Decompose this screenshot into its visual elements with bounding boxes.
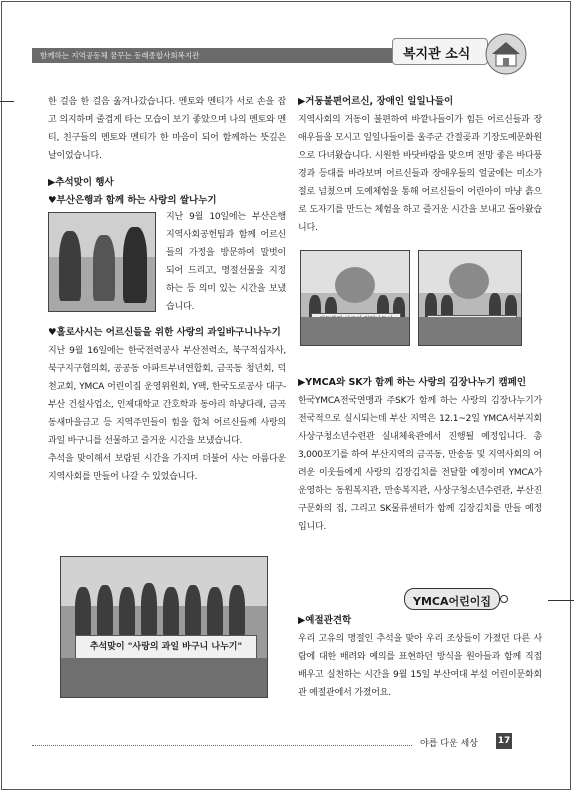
- outing-photo-2: [418, 250, 522, 346]
- right-column-etiquette: [298, 612, 542, 702]
- margin-mark: [0, 101, 14, 102]
- ymca-tag-label: YMCA어린이집: [413, 595, 492, 608]
- chuseok-heading: ▶추석맞이 행사: [48, 177, 114, 188]
- page-number: 17: [496, 733, 512, 749]
- fruit-basket-text: 지난 9월 16일에는 한국전력공사 부산전력소, 북구적십자사, 북구지구협의회, 공공동 아파트부녀연합회, 금곡동 청년회, 덕천교회, YMCA 어린이집 운영위원회, Y팩, 한국도로공사 대구-부산 건설사업소, 인제대학교 간호학과 동아리 하냥다래, 금곡동새마을금고 등 지역주민들이 힘을 합쳐 어르신들께 사랑의 과일 바구니를 선물하고 즐거운 시간을 보냈습니다.: [48, 346, 286, 446]
- outing-heading: ▶거동불편어르신, 장애인 일일나들이: [298, 96, 454, 107]
- ymca-tag: [404, 588, 500, 610]
- closing-paragraph: 추석을 맞이해서 보람된 시간을 가지며 더불어 사는 아름다운 지역사회를 만들어 나갈 수 있었습니다.: [48, 454, 286, 482]
- header-tagline: 함께하는 지역공동체 꿈꾸는 동래종합사회복지관: [40, 51, 200, 60]
- intro-paragraph: 한 걸음 한 걸음 옮겨나갔습니다. 멘토와 멘티가 서로 손을 잡고 의지하며 줄겹게 타는 모습이 보기 좋았으며 나의 멘토와 멘티, 친구들의 멘토와 멘티가 한 마음이 되어 함께하는 뜻깊은 날이었습니다.: [48, 97, 286, 161]
- kimjang-text: 한국YMCA전국연맹과 주SK가 함께 하는 사랑의 김장나누기가 전국적으로 실시되는데 부산 지역은 12.1~2일 YMCA서부지회 사상구청소년수련관 실내체육관에서 진행될 예정입니다. 총 3,000포기를 하여 부산지역의 금곡동, 만송동 및 지역사회의 어려운 이웃들에게 사랑의 김장김치를 전달할 예정이며 YMCA가 운영하는 동원복지관, 만송복지관, 사상구청소년수련관, 부산진구문화의 집, 그리고 SK물류센터가 함께 김장김치를 만들 예정입니다.: [298, 396, 542, 532]
- outing-text: 지역사회의 거동이 불편하여 바깥나들이가 힘든 어르신들과 장애우들을 모시고 일일나들이를 울주군 간절곶과 기장도예문화원으로 다녀왔습니다. 시원한 바닷바람을 맞으며 전망 좋은 바다풍경과 등대를 바라보며 어르신들과 장애우들의 얼굴에는 미소가 절로 넘쳤으며 도예체험을 통해 어르신들이 어린아이 마냥 흙으로 도자기를 만드는 체험을 하고 즐거운 시간을 보내고 돌아왔습니다.: [298, 115, 542, 233]
- left-column: [48, 93, 286, 486]
- outing-photo-1: [300, 250, 410, 346]
- right-column: [298, 93, 542, 237]
- etiquette-text: 우리 고유의 명절인 추석을 맞아 우리 조상들이 가졌던 다른 사람에 대한 배려와 예의를 표현하던 방식을 원아들과 함께 직접 배우고 실천하는 시간을 9월 15일 부산여대 부설 어린이문화회관 예절관에서 가졌어요.: [298, 634, 542, 698]
- magazine-name: 야릅 다운 세상: [420, 739, 478, 749]
- ymca-dot: [500, 595, 508, 603]
- section-title: 복지관 소식: [403, 47, 471, 62]
- right-column-lower: [298, 374, 542, 536]
- house-icon: [484, 32, 528, 76]
- busan-bank-heading: ♥부산은행과 함께 하는 사랑의 쌀나누기: [48, 195, 217, 206]
- busan-bank-text: 지난 9월 10일에는 부산은행 지역사회공헌팀과 함께 어르신들의 가정을 방문하여 말벗이 되어 드리고, 명절선물을 지정하는 등 의미 있는 시간을 보냈습니다.: [166, 212, 286, 312]
- margin-mark: [548, 600, 574, 601]
- etiquette-heading: ▶예절관견학: [298, 615, 352, 626]
- section-tab: [392, 38, 488, 65]
- footer-line: [32, 745, 412, 746]
- rice-sharing-photo: [48, 212, 156, 312]
- fruit-basket-photo: [60, 556, 268, 698]
- fruit-basket-heading: ♥홀로사시는 어르신들을 위한 사랑의 과일바구니나누기: [48, 327, 281, 338]
- fruit-basket-banner: 추석맞이 "사랑의 과일 바구니 나누기": [75, 635, 257, 659]
- kimjang-heading: ▶YMCA와 SK가 함께 하는 사랑의 김장나누기 캠페인: [298, 377, 527, 388]
